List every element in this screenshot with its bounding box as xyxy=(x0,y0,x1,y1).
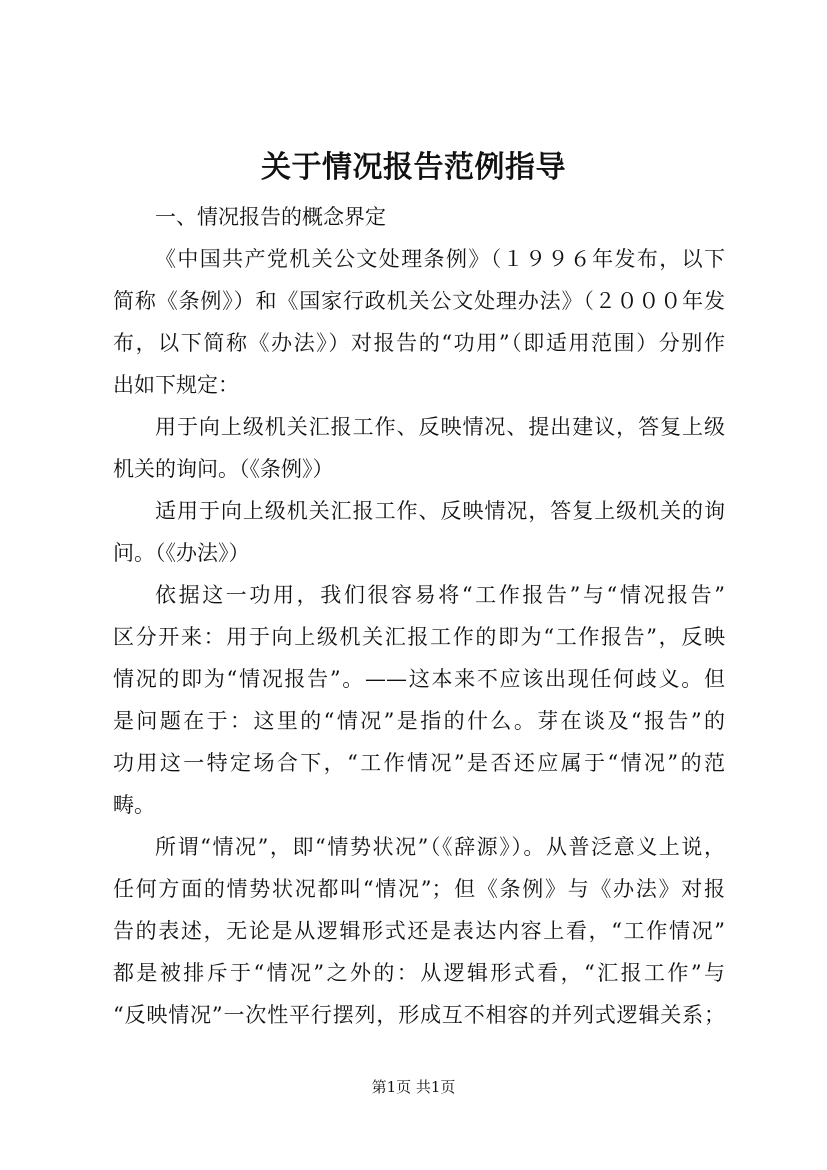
page-footer: 第1页 共1页 xyxy=(371,1078,456,1096)
paragraph-line: 任何方面的情势状况都叫“情况”；但《条例》与《办法》对报 xyxy=(113,877,725,901)
paragraph-line: 《中国共产党机关公文处理条例》（１９９６年发布，以下 xyxy=(155,247,725,271)
paragraph-line: 布，以下简称《办法》）对报告的“功用”（即适用范围）分别作 xyxy=(113,331,725,355)
paragraph-line: 是问题在于：这里的“情况”是指的什么。芽在谈及“报告”的 xyxy=(113,709,725,733)
paragraph-line: 用于向上级机关汇报工作、反映情况、提出建议，答复上级 xyxy=(155,415,725,439)
paragraph-line: 告的表述，无论是从逻辑形式还是表达内容上看，“工作情况” xyxy=(113,919,725,943)
paragraph-line: 简称《条例》）和《国家行政机关公文处理办法》（２０００年发 xyxy=(113,289,725,313)
section-heading: 一、情况报告的概念界定 xyxy=(155,205,386,229)
paragraph-line: 机关的询问。（《条例》） xyxy=(113,457,334,481)
page-title: 关于情况报告范例指导 xyxy=(261,150,566,185)
paragraph-line: “反映情况”一次性平行摆列，形成互不相容的并列式逻辑关系； xyxy=(113,1003,725,1027)
paragraph-line: 适用于向上级机关汇报工作、反映情况，答复上级机关的询 xyxy=(155,499,725,523)
paragraph-line: 所谓“情况”，即“情势状况”（《辞源》）。从普泛意义上说， xyxy=(155,835,725,859)
paragraph-line: 出如下规定： xyxy=(113,373,239,397)
paragraph-line: 功用这一特定场合下，“工作情况”是否还应属于“情况”的范 xyxy=(113,751,725,775)
paragraph-line: 依据这一功用，我们很容易将“工作报告”与“情况报告” xyxy=(155,583,725,607)
paragraph-line: 问。（《办法》） xyxy=(113,541,250,565)
paragraph-line: 情况的即为“情况报告”。——这本来不应该出现任何歧义。但 xyxy=(113,667,725,691)
paragraph-line: 畴。 xyxy=(113,793,155,817)
paragraph-line: 区分开来：用于向上级机关汇报工作的即为“工作报告”，反映 xyxy=(113,625,725,649)
paragraph-line: 都是被排斥于“情况”之外的：从逻辑形式看，“汇报工作”与 xyxy=(113,961,725,985)
